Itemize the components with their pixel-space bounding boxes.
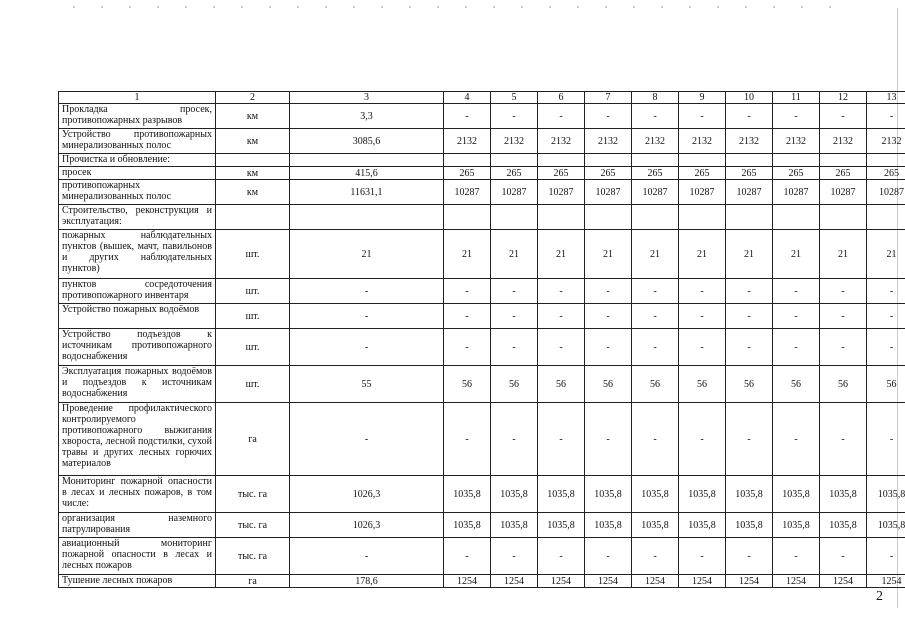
value-cell: 265 [726, 167, 773, 180]
table-row [59, 403, 905, 476]
value-cell: 1035,8 [726, 513, 773, 538]
value-cell: - [773, 304, 820, 329]
value-cell: 10287 [585, 180, 632, 205]
value-cell [679, 205, 726, 230]
value-cell: 1035,8 [538, 476, 585, 513]
value-cell: - [726, 304, 773, 329]
unit-cell: га [216, 403, 290, 476]
table-row [59, 476, 905, 513]
value-cell [290, 154, 444, 167]
value-cell: 1035,8 [773, 513, 820, 538]
value-cell: 265 [491, 167, 538, 180]
value-cell: - [773, 538, 820, 575]
table-row [59, 154, 905, 167]
row-label: Мониторинг пожарной опасности в лесах и лесных пожаров, в том числе: [59, 476, 216, 513]
value-cell: - [867, 329, 905, 366]
value-cell: 1026,3 [290, 513, 444, 538]
row-label: авиационный мониторинг пожарной опасности в лесах и лесных пожаров [59, 538, 216, 575]
value-cell: - [585, 279, 632, 304]
value-cell: - [726, 403, 773, 476]
value-cell: 21 [444, 230, 491, 279]
unit-cell: шт. [216, 366, 290, 403]
value-cell: 1254 [632, 575, 679, 588]
value-cell [491, 154, 538, 167]
value-cell: 1254 [726, 575, 773, 588]
value-cell: - [290, 403, 444, 476]
header-cell: 9 [679, 92, 726, 104]
value-cell: 3085,6 [290, 129, 444, 154]
row-label: Строительство, реконструкция и эксплуатация: [59, 205, 216, 230]
value-cell: - [491, 538, 538, 575]
table-body [59, 92, 905, 588]
table-row [59, 304, 905, 329]
header-cell: 13 [867, 92, 905, 104]
value-cell: 56 [632, 366, 679, 403]
value-cell: - [773, 279, 820, 304]
value-cell: - [585, 104, 632, 129]
unit-cell: тыс. га [216, 538, 290, 575]
value-cell: 2132 [867, 129, 905, 154]
value-cell: - [444, 403, 491, 476]
value-cell: 1254 [773, 575, 820, 588]
unit-cell: км [216, 129, 290, 154]
value-cell [538, 205, 585, 230]
value-cell [632, 205, 679, 230]
value-cell: - [820, 329, 867, 366]
value-cell: 1254 [679, 575, 726, 588]
value-cell: 21 [538, 230, 585, 279]
value-cell: - [726, 104, 773, 129]
value-cell: 1254 [444, 575, 491, 588]
value-cell: 2132 [820, 129, 867, 154]
fire-measures-table [58, 91, 905, 588]
value-cell: - [679, 104, 726, 129]
table-row [59, 167, 905, 180]
table-row [59, 230, 905, 279]
value-cell: 10287 [820, 180, 867, 205]
unit-cell: шт. [216, 279, 290, 304]
value-cell: - [585, 304, 632, 329]
row-label: Устройство подъездов к источникам противопожарного водоснабжения [59, 329, 216, 366]
value-cell: - [444, 538, 491, 575]
value-cell: 10287 [632, 180, 679, 205]
value-cell: 2132 [538, 129, 585, 154]
value-cell: 56 [773, 366, 820, 403]
value-cell: - [491, 403, 538, 476]
value-cell: - [491, 304, 538, 329]
value-cell: 265 [632, 167, 679, 180]
value-cell: 10287 [491, 180, 538, 205]
value-cell: - [632, 304, 679, 329]
value-cell [585, 205, 632, 230]
value-cell: 21 [632, 230, 679, 279]
row-label: Устройство противопожарных минерализованных полос [59, 129, 216, 154]
table-row [59, 279, 905, 304]
value-cell: - [773, 104, 820, 129]
value-cell: 2132 [679, 129, 726, 154]
value-cell: 1026,3 [290, 476, 444, 513]
value-cell: 1035,8 [491, 476, 538, 513]
value-cell: - [632, 403, 679, 476]
header-cell: 11 [773, 92, 820, 104]
value-cell: 415,6 [290, 167, 444, 180]
unit-cell: км [216, 180, 290, 205]
value-cell: - [290, 279, 444, 304]
table-row [59, 180, 905, 205]
value-cell: 56 [444, 366, 491, 403]
value-cell: - [820, 304, 867, 329]
value-cell: 10287 [444, 180, 491, 205]
value-cell: - [538, 304, 585, 329]
value-cell: - [538, 279, 585, 304]
value-cell: - [444, 329, 491, 366]
value-cell: 1035,8 [820, 476, 867, 513]
unit-cell: шт. [216, 230, 290, 279]
value-cell: - [491, 279, 538, 304]
value-cell: - [820, 538, 867, 575]
value-cell: - [867, 104, 905, 129]
value-cell: 1035,8 [632, 476, 679, 513]
value-cell: 21 [491, 230, 538, 279]
value-cell: 2132 [491, 129, 538, 154]
value-cell [773, 205, 820, 230]
value-cell: - [632, 538, 679, 575]
value-cell: 55 [290, 366, 444, 403]
value-cell: 1035,8 [444, 513, 491, 538]
value-cell: 1254 [491, 575, 538, 588]
value-cell: 11631,1 [290, 180, 444, 205]
value-cell: 1035,8 [820, 513, 867, 538]
value-cell: - [538, 104, 585, 129]
value-cell: - [538, 403, 585, 476]
value-cell [726, 154, 773, 167]
table-row [59, 205, 905, 230]
table-row [59, 513, 905, 538]
value-cell [444, 205, 491, 230]
table-row [59, 538, 905, 575]
header-cell: 2 [216, 92, 290, 104]
value-cell: - [867, 403, 905, 476]
value-cell: - [585, 538, 632, 575]
value-cell: - [820, 104, 867, 129]
unit-cell [216, 205, 290, 230]
value-cell: 1035,8 [773, 476, 820, 513]
unit-cell [216, 154, 290, 167]
header-row [59, 92, 905, 104]
value-cell: 1035,8 [726, 476, 773, 513]
value-cell: 21 [820, 230, 867, 279]
unit-cell: шт. [216, 329, 290, 366]
value-cell: - [538, 329, 585, 366]
table-row [59, 366, 905, 403]
table-row [59, 104, 905, 129]
value-cell [444, 154, 491, 167]
table-row [59, 129, 905, 154]
value-cell [491, 205, 538, 230]
value-cell: 10287 [726, 180, 773, 205]
value-cell: 10287 [538, 180, 585, 205]
value-cell: - [820, 279, 867, 304]
row-label: пунктов сосредоточения противопожарного инвентаря [59, 279, 216, 304]
value-cell: - [820, 403, 867, 476]
value-cell: 265 [444, 167, 491, 180]
value-cell: - [773, 329, 820, 366]
value-cell: 1035,8 [867, 476, 905, 513]
scan-artifact-dots [60, 6, 840, 8]
value-cell: - [290, 304, 444, 329]
value-cell: - [632, 329, 679, 366]
value-cell: 1035,8 [632, 513, 679, 538]
value-cell: - [585, 403, 632, 476]
value-cell: 10287 [773, 180, 820, 205]
value-cell: 2132 [585, 129, 632, 154]
value-cell: - [444, 104, 491, 129]
value-cell: 56 [726, 366, 773, 403]
value-cell [538, 154, 585, 167]
unit-cell: тыс. га [216, 513, 290, 538]
table-row [59, 575, 905, 588]
value-cell: - [867, 304, 905, 329]
value-cell: - [773, 403, 820, 476]
header-cell: 8 [632, 92, 679, 104]
header-cell: 7 [585, 92, 632, 104]
value-cell: 56 [585, 366, 632, 403]
value-cell: 178,6 [290, 575, 444, 588]
unit-cell: км [216, 104, 290, 129]
value-cell: 2132 [773, 129, 820, 154]
value-cell: - [679, 304, 726, 329]
value-cell: 1035,8 [491, 513, 538, 538]
row-label: противопожарных минерализованных полос [59, 180, 216, 205]
value-cell: 1035,8 [538, 513, 585, 538]
page-number: 2 [876, 589, 883, 604]
value-cell: - [290, 329, 444, 366]
value-cell: 1035,8 [585, 513, 632, 538]
value-cell: 21 [773, 230, 820, 279]
row-label: Прокладка просек, противопожарных разрывов [59, 104, 216, 129]
value-cell [585, 154, 632, 167]
value-cell: 265 [773, 167, 820, 180]
value-cell: - [585, 329, 632, 366]
value-cell: - [538, 538, 585, 575]
value-cell: - [491, 329, 538, 366]
value-cell: 1254 [820, 575, 867, 588]
value-cell: 21 [679, 230, 726, 279]
value-cell: 56 [867, 366, 905, 403]
header-cell: 3 [290, 92, 444, 104]
value-cell: - [444, 279, 491, 304]
value-cell: 21 [867, 230, 905, 279]
value-cell: - [632, 279, 679, 304]
table-row [59, 329, 905, 366]
value-cell [632, 154, 679, 167]
value-cell: - [679, 279, 726, 304]
value-cell [867, 154, 905, 167]
value-cell: 10287 [679, 180, 726, 205]
value-cell: - [726, 279, 773, 304]
value-cell: - [867, 279, 905, 304]
value-cell: 56 [538, 366, 585, 403]
header-cell: 1 [59, 92, 216, 104]
header-cell: 12 [820, 92, 867, 104]
value-cell: - [679, 329, 726, 366]
value-cell: 265 [585, 167, 632, 180]
value-cell: 56 [820, 366, 867, 403]
value-cell: 1254 [867, 575, 905, 588]
value-cell: 265 [538, 167, 585, 180]
value-cell: 1035,8 [444, 476, 491, 513]
value-cell [290, 205, 444, 230]
value-cell: - [726, 329, 773, 366]
value-cell: - [632, 104, 679, 129]
value-cell: 21 [726, 230, 773, 279]
unit-cell: га [216, 575, 290, 588]
value-cell: - [491, 104, 538, 129]
value-cell: 21 [290, 230, 444, 279]
row-label: организация наземного патрулирования [59, 513, 216, 538]
row-label: пожарных наблюдательных пунктов (вышек, мачт, павильонов и других наблюдательных пунктов) [59, 230, 216, 279]
header-cell: 6 [538, 92, 585, 104]
value-cell: 1254 [585, 575, 632, 588]
value-cell [820, 205, 867, 230]
row-label: Тушение лесных пожаров [59, 575, 216, 588]
value-cell: 265 [867, 167, 905, 180]
value-cell: - [679, 538, 726, 575]
value-cell [820, 154, 867, 167]
value-cell [773, 154, 820, 167]
row-label: Проведение профилактического контролируемого противопожарного выжигания хвороста, лесной подстилки, сухой травы и других лесных горючих материалов [59, 403, 216, 476]
value-cell: 1035,8 [867, 513, 905, 538]
value-cell [867, 205, 905, 230]
row-label: просек [59, 167, 216, 180]
value-cell: - [290, 538, 444, 575]
unit-cell: км [216, 167, 290, 180]
value-cell: 2132 [444, 129, 491, 154]
unit-cell: тыс. га [216, 476, 290, 513]
value-cell: 3,3 [290, 104, 444, 129]
value-cell: - [444, 304, 491, 329]
value-cell: 10287 [867, 180, 905, 205]
value-cell [679, 154, 726, 167]
value-cell: 56 [491, 366, 538, 403]
value-cell: 1035,8 [679, 513, 726, 538]
value-cell: 1035,8 [585, 476, 632, 513]
value-cell: 56 [679, 366, 726, 403]
value-cell: - [679, 403, 726, 476]
value-cell: 2132 [632, 129, 679, 154]
header-cell: 4 [444, 92, 491, 104]
value-cell: 21 [585, 230, 632, 279]
header-cell: 5 [491, 92, 538, 104]
value-cell: 2132 [726, 129, 773, 154]
unit-cell: шт. [216, 304, 290, 329]
row-label: Устройство пожарных водоёмов [59, 304, 216, 329]
value-cell [726, 205, 773, 230]
value-cell: 1035,8 [679, 476, 726, 513]
row-label: Эксплуатация пожарных водоёмов и подъездов к источникам водоснабжения [59, 366, 216, 403]
value-cell: - [726, 538, 773, 575]
value-cell: 265 [820, 167, 867, 180]
value-cell: 1254 [538, 575, 585, 588]
row-label: Прочистка и обновление: [59, 154, 216, 167]
value-cell: 265 [679, 167, 726, 180]
header-cell: 10 [726, 92, 773, 104]
value-cell: - [867, 538, 905, 575]
